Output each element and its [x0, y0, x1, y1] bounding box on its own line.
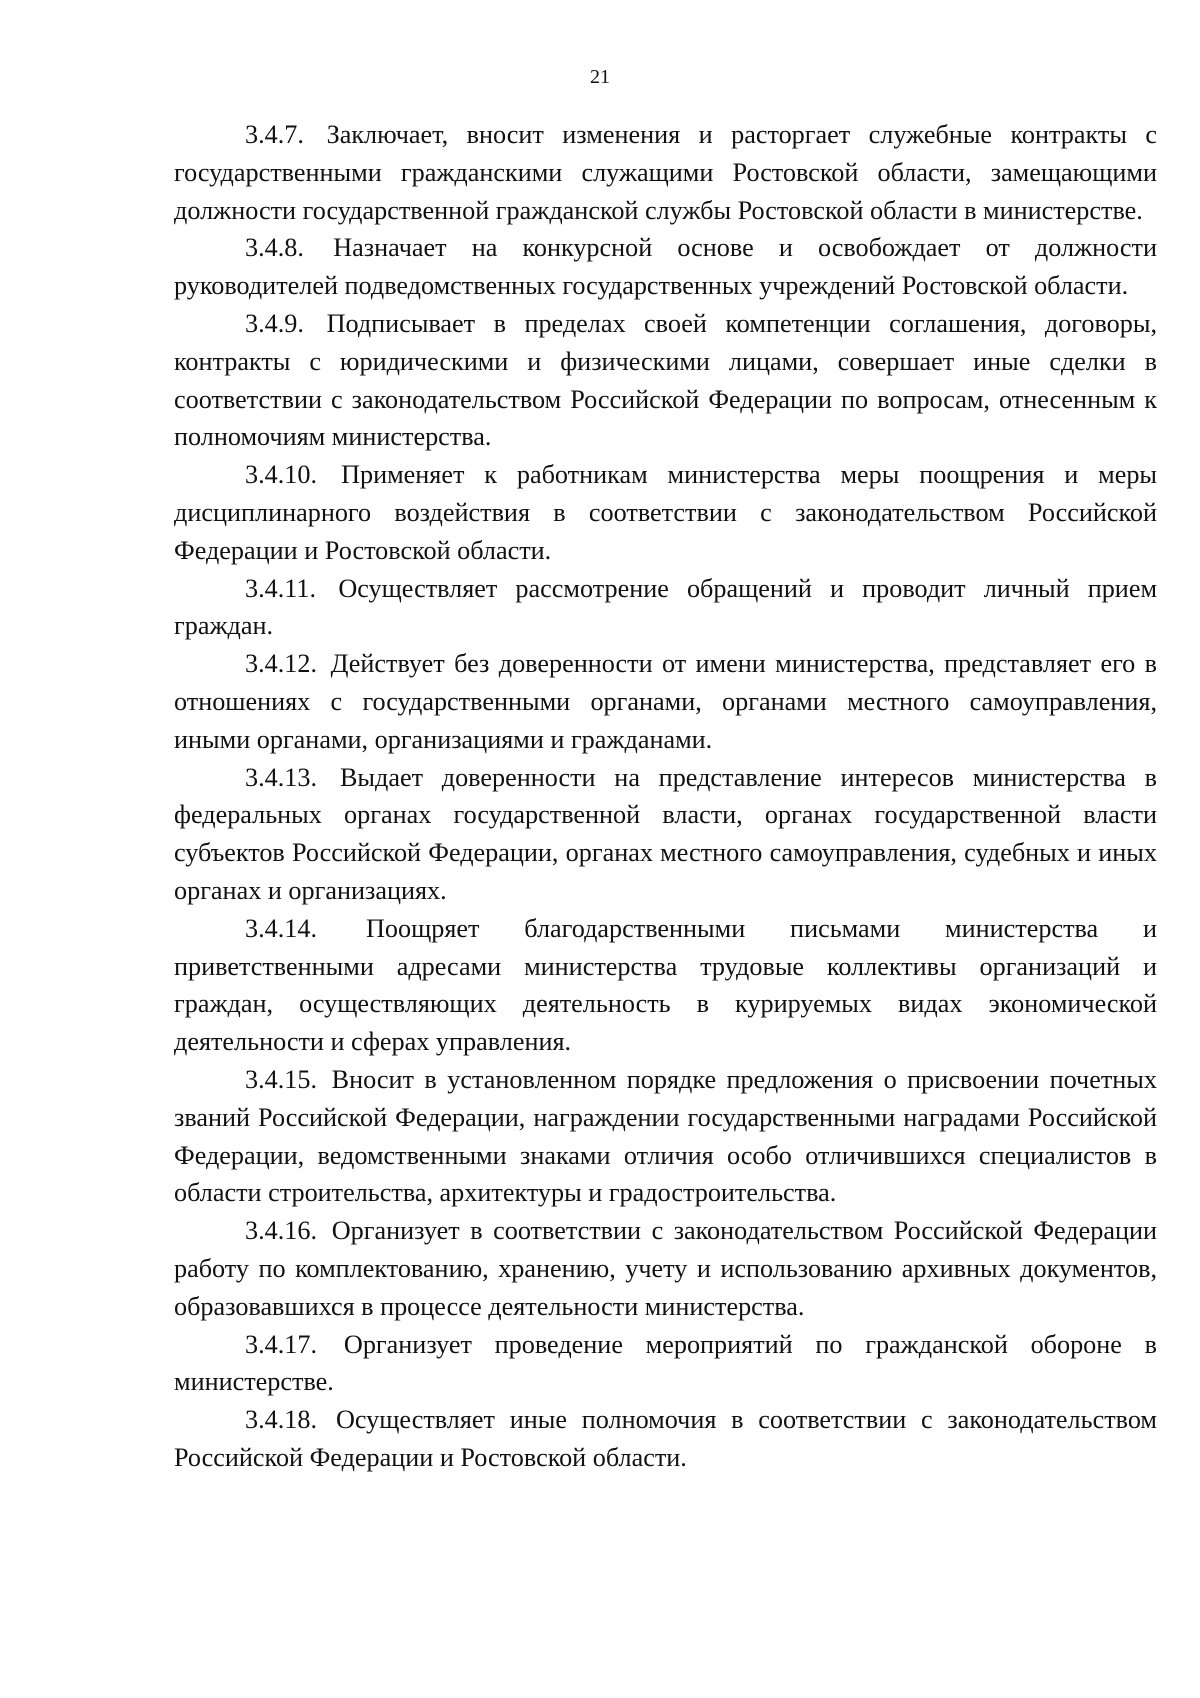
- paragraph-3-4-10: [174, 456, 1157, 569]
- paragraph-3-4-11: [174, 570, 1157, 646]
- paragraph-text: Действует без доверенности от имени министерства, представляет его в отношениях с государственными органами, органами местного самоуправления, иными органами, организациями и гражданами.: [174, 649, 1157, 754]
- paragraph-3-4-16: [174, 1212, 1157, 1325]
- paragraph-number: 3.4.12.: [245, 649, 318, 679]
- paragraph-3-4-14: [174, 910, 1157, 1061]
- paragraph-text: Вносит в установленном порядке предложения о присвоении почетных званий Российской Федерации, награждении государственными наградами Российской Федерации, ведомственными знаками отличия особо отличившихся специалистов в области строительства, архитектуры и градостроительства.: [174, 1064, 1157, 1208]
- paragraph-number: 3.4.11.: [245, 573, 317, 603]
- paragraph-text: Осуществляет рассмотрение обращений и проводит личный прием граждан.: [174, 573, 1158, 641]
- paragraph-number: 3.4.9.: [245, 308, 304, 338]
- paragraph-3-4-17: [174, 1326, 1157, 1402]
- paragraph-3-4-9: [174, 305, 1157, 456]
- paragraph-number: 3.4.18.: [245, 1405, 318, 1435]
- page-number: 21: [590, 66, 610, 88]
- paragraph-text: Организует проведение мероприятий по гражданской обороне в министерстве.: [174, 1329, 1157, 1397]
- paragraph-3-4-18: [174, 1401, 1157, 1477]
- paragraph-3-4-13: [174, 759, 1157, 910]
- paragraph-text: Поощряет благодарственными письмами министерства и приветственными адресами министерства трудовые коллективы организаций и граждан, осуществляющих деятельность в курируемых видах экономической деятельности и сферах управления.: [174, 913, 1157, 1057]
- paragraph-number: 3.4.17.: [245, 1329, 318, 1359]
- paragraph-text: Выдает доверенности на представление интересов министерства в федеральных органах государственной власти, органах государственной власти субъектов Российской Федерации, органах местного самоуправления, судебных и иных органах и организациях.: [174, 762, 1157, 905]
- paragraph-3-4-8: [174, 229, 1157, 305]
- paragraph-text: Заключает, вносит изменения и расторгает служебные контракты с государственными гражданскими служащими Ростовской области, замещающими должности государственной гражданской службы Ростовской области в министерстве.: [174, 120, 1158, 225]
- paragraph-3-4-12: [174, 645, 1157, 758]
- paragraph-text: Назначает на конкурсной основе и освобождает от должности руководителей подведомственных государственных учреждений Ростовской области.: [174, 233, 1158, 301]
- paragraph-number: 3.4.8.: [245, 233, 304, 263]
- paragraph-number: 3.4.10.: [245, 460, 318, 490]
- paragraph-3-4-15: [174, 1061, 1157, 1212]
- paragraph-3-4-7: [174, 116, 1157, 229]
- paragraph-number: 3.4.15.: [245, 1064, 318, 1094]
- paragraph-number: 3.4.7.: [245, 120, 304, 149]
- paragraph-number: 3.4.16.: [245, 1216, 318, 1246]
- paragraph-text: Организует в соответствии с законодательством Российской Федерации работу по комплектованию, хранению, учету и использованию архивных документов, образовавшихся в процессе деятельности министерства.: [174, 1216, 1158, 1321]
- paragraph-text: Подписывает в пределах своей компетенции соглашения, договоры, контракты с юридическими и физическими лицами, совершает иные сделки в соответствии с законодательством Российской Федерации по вопросам, отнесенным к полномочиям министерства.: [174, 308, 1157, 452]
- document-body: [174, 116, 1157, 1477]
- paragraph-text: Осуществляет иные полномочия в соответствии с законодательством Российской Федерации и Ростовской области.: [174, 1405, 1157, 1472]
- paragraph-text: Применяет к работникам министерства меры поощрения и меры дисциплинарного воздействия в соответствии с законодательством Российской Федерации и Ростовской области.: [174, 460, 1158, 565]
- paragraph-number: 3.4.13.: [245, 762, 318, 792]
- paragraph-number: 3.4.14.: [245, 913, 318, 943]
